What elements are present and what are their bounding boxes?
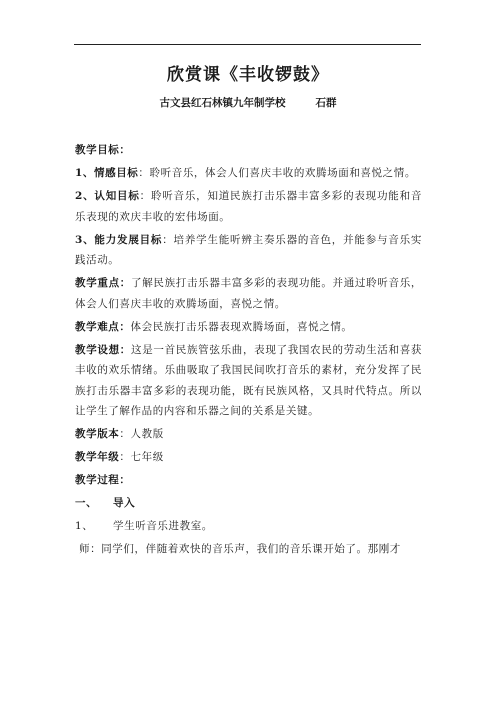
edition xyxy=(75,424,422,445)
grade-text: 七年级 xyxy=(130,451,164,463)
step-item xyxy=(75,516,422,537)
design-label: 教学设想 xyxy=(75,343,120,356)
objective-sep: ： xyxy=(139,190,151,202)
author-name: 石群 xyxy=(315,97,337,109)
section-title: 导入 xyxy=(113,497,136,509)
process-heading: 教学过程： xyxy=(75,474,131,486)
edition-text: 人教版 xyxy=(130,428,164,440)
design-sep: ： xyxy=(119,343,131,356)
objective-text: 聆听音乐，体会人们喜庆丰收的欢腾场面和喜悦之情。 xyxy=(149,167,416,179)
objective-label: 3、能力发展目标 xyxy=(75,233,163,246)
edition-label: 教学版本 xyxy=(75,428,120,440)
difficulty-sep: ： xyxy=(119,320,131,333)
step-number: 1、 xyxy=(75,520,94,532)
difficulty-text: 体会民族打击乐器表现欢腾场面，喜悦之情。 xyxy=(130,320,353,333)
objective-sep: ： xyxy=(138,167,150,179)
objective-text: 聆听音乐，知道民族打击乐器丰富多彩的表现功能和音乐表现的欢庆丰收的宏伟场面。 xyxy=(75,190,422,223)
section-heading xyxy=(75,493,422,514)
difficulty xyxy=(75,317,422,338)
objectives-heading: 教学目标： xyxy=(75,144,131,156)
grade xyxy=(75,447,422,468)
teacher-line: 师：同学们，伴随着欢快的音乐声，我们的音乐课开始了。那刚才 xyxy=(79,543,401,555)
objective-label: 1、情感目标 xyxy=(75,167,139,179)
objective-ability xyxy=(75,230,422,271)
grade-label: 教学年级 xyxy=(75,451,120,463)
step-text: 学生听音乐进教室。 xyxy=(113,520,213,532)
objective-emotion xyxy=(75,163,422,184)
section-number: 一、 xyxy=(75,497,98,509)
lesson-plan-body xyxy=(75,140,422,562)
objective-label: 2、认知目标 xyxy=(75,190,140,202)
grade-sep: ： xyxy=(119,451,131,463)
byline xyxy=(0,95,496,110)
page-title: 欣赏课《丰收锣鼓》 xyxy=(167,65,329,85)
objective-cognitive xyxy=(75,186,422,227)
edition-sep: ： xyxy=(119,428,131,440)
difficulty-label: 教学难点 xyxy=(75,320,120,333)
objective-sep: ： xyxy=(162,233,174,246)
objective-text: 培养学生能听辨主奏乐器的音色，并能参与音乐实践活动。 xyxy=(75,233,423,266)
design-text: 这是一首民族管弦乐曲，表现了我国农民的劳动生活和喜获丰收的欢乐情绪。乐曲吸取了我国民间吹打音乐的素材，充分发挥了民族打击乐器丰富多彩的表现功能，既有民族风格，又具时代特点。所以让学生了解作品的内容和乐器之间的关系是关键。 xyxy=(75,343,422,417)
key-point-sep: ： xyxy=(119,277,131,289)
header-rule xyxy=(74,44,421,45)
key-point-text: 了解民族打击乐器丰富多彩的表现功能。并通过聆听音乐，体会人们喜庆丰收的欢腾场面，喜悦之情。 xyxy=(75,277,422,310)
school-name: 古文县红石林镇九年制学校 xyxy=(159,97,286,109)
teaching-design xyxy=(75,340,422,422)
key-point xyxy=(75,273,422,314)
key-point-label: 教学重点 xyxy=(75,277,120,289)
